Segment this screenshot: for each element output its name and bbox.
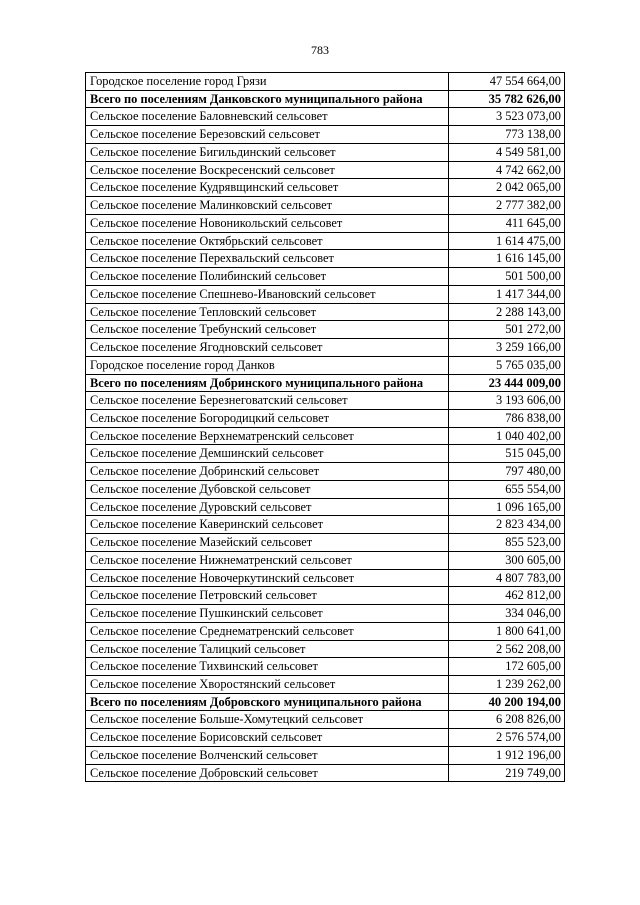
settlement-row [86, 427, 565, 445]
settlement-amount: 773 138,00 [449, 126, 565, 144]
settlement-row [86, 551, 565, 569]
settlement-amount: 5 765 035,00 [449, 356, 565, 374]
settlement-name: Сельское поселение Тепловский сельсовет [86, 303, 449, 321]
settlement-name: Сельское поселение Кудрявщинский сельсовет [86, 179, 449, 197]
settlement-name: Сельское поселение Демшинский сельсовет [86, 445, 449, 463]
settlement-amount: 2 823 434,00 [449, 516, 565, 534]
settlement-row [86, 268, 565, 286]
settlement-row [86, 676, 565, 694]
district-total-row [86, 90, 565, 108]
settlement-amount: 172 605,00 [449, 658, 565, 676]
settlement-amount: 411 645,00 [449, 214, 565, 232]
settlement-amount: 334 046,00 [449, 605, 565, 623]
settlement-amount: 501 500,00 [449, 268, 565, 286]
settlements-table [85, 72, 565, 782]
settlement-name: Всего по поселениям Добринского муниципального района [86, 374, 449, 392]
settlement-name: Сельское поселение Мазейский сельсовет [86, 534, 449, 552]
settlement-amount: 2 576 574,00 [449, 729, 565, 747]
settlement-amount: 4 742 662,00 [449, 161, 565, 179]
settlement-amount: 4 549 581,00 [449, 143, 565, 161]
settlement-name: Сельское поселение Больше-Хомутецкий сельсовет [86, 711, 449, 729]
settlement-name: Сельское поселение Бигильдинский сельсовет [86, 143, 449, 161]
settlement-amount: 1 912 196,00 [449, 746, 565, 764]
settlement-name: Сельское поселение Талицкий сельсовет [86, 640, 449, 658]
settlement-name: Всего по поселениям Добровского муниципального района [86, 693, 449, 711]
district-total-row [86, 693, 565, 711]
settlement-name: Сельское поселение Малинковский сельсовет [86, 197, 449, 215]
settlement-amount: 462 812,00 [449, 587, 565, 605]
settlement-name: Сельское поселение Верхнематренский сельсовет [86, 427, 449, 445]
settlement-amount: 2 042 065,00 [449, 179, 565, 197]
settlement-amount: 2 562 208,00 [449, 640, 565, 658]
settlement-row [86, 605, 565, 623]
settlement-name: Сельское поселение Требунский сельсовет [86, 321, 449, 339]
settlement-name: Сельское поселение Перехвальский сельсовет [86, 250, 449, 268]
settlement-name: Сельское поселение Новочеркутинский сельсовет [86, 569, 449, 587]
settlement-name: Сельское поселение Среднематренский сельсовет [86, 622, 449, 640]
settlement-row [86, 197, 565, 215]
settlement-amount: 1 800 641,00 [449, 622, 565, 640]
settlement-row [86, 587, 565, 605]
settlement-amount: 1 096 165,00 [449, 498, 565, 516]
settlement-name: Городское поселение город Грязи [86, 73, 449, 91]
settlement-name: Сельское поселение Петровский сельсовет [86, 587, 449, 605]
settlement-name: Сельское поселение Спешнево-Ивановский сельсовет [86, 285, 449, 303]
settlement-amount: 655 554,00 [449, 480, 565, 498]
settlements-table-body [86, 73, 565, 782]
settlement-row [86, 285, 565, 303]
settlement-amount: 40 200 194,00 [449, 693, 565, 711]
settlement-amount: 47 554 664,00 [449, 73, 565, 91]
settlement-name: Сельское поселение Ягодновский сельсовет [86, 339, 449, 357]
settlement-amount: 1 614 475,00 [449, 232, 565, 250]
settlement-row [86, 764, 565, 782]
settlement-name: Сельское поселение Добровский сельсовет [86, 764, 449, 782]
settlement-row [86, 516, 565, 534]
settlement-amount: 4 807 783,00 [449, 569, 565, 587]
settlement-amount: 23 444 009,00 [449, 374, 565, 392]
settlement-amount: 1 616 145,00 [449, 250, 565, 268]
settlement-row [86, 73, 565, 91]
settlement-row [86, 729, 565, 747]
settlement-row [86, 303, 565, 321]
settlement-amount: 855 523,00 [449, 534, 565, 552]
settlement-row [86, 214, 565, 232]
settlement-row [86, 746, 565, 764]
settlement-name: Сельское поселение Каверинский сельсовет [86, 516, 449, 534]
district-total-row [86, 374, 565, 392]
settlement-row [86, 409, 565, 427]
settlement-name: Сельское поселение Пушкинский сельсовет [86, 605, 449, 623]
settlement-name: Сельское поселение Нижнематренский сельсовет [86, 551, 449, 569]
settlement-name: Сельское поселение Хворостянский сельсовет [86, 676, 449, 694]
settlement-name: Сельское поселение Борисовский сельсовет [86, 729, 449, 747]
settlement-amount: 2 777 382,00 [449, 197, 565, 215]
settlement-name: Сельское поселение Новоникольский сельсовет [86, 214, 449, 232]
settlement-row [86, 622, 565, 640]
settlement-name: Городское поселение город Данков [86, 356, 449, 374]
page-number: 783 [311, 43, 329, 57]
settlement-row [86, 498, 565, 516]
settlement-name: Сельское поселение Тихвинский сельсовет [86, 658, 449, 676]
settlement-row [86, 569, 565, 587]
settlement-row [86, 658, 565, 676]
settlement-amount: 3 193 606,00 [449, 392, 565, 410]
settlement-row [86, 321, 565, 339]
settlement-amount: 1 239 262,00 [449, 676, 565, 694]
settlement-amount: 797 480,00 [449, 463, 565, 481]
settlement-amount: 515 045,00 [449, 445, 565, 463]
settlement-name: Всего по поселениям Данковского муниципального района [86, 90, 449, 108]
settlement-row [86, 711, 565, 729]
settlement-row [86, 250, 565, 268]
settlement-amount: 501 272,00 [449, 321, 565, 339]
settlement-name: Сельское поселение Воскресенский сельсовет [86, 161, 449, 179]
settlement-name: Сельское поселение Богородицкий сельсовет [86, 409, 449, 427]
settlement-amount: 300 605,00 [449, 551, 565, 569]
settlement-row [86, 108, 565, 126]
settlement-row [86, 126, 565, 144]
settlement-amount: 3 259 166,00 [449, 339, 565, 357]
settlement-amount: 1 417 344,00 [449, 285, 565, 303]
settlement-row [86, 480, 565, 498]
settlement-name: Сельское поселение Волченский сельсовет [86, 746, 449, 764]
settlement-row [86, 356, 565, 374]
settlement-name: Сельское поселение Дубовской сельсовет [86, 480, 449, 498]
settlement-name: Сельское поселение Октябрьский сельсовет [86, 232, 449, 250]
settlement-amount: 786 838,00 [449, 409, 565, 427]
settlement-row [86, 392, 565, 410]
settlement-row [86, 339, 565, 357]
settlement-row [86, 445, 565, 463]
settlement-row [86, 232, 565, 250]
settlement-name: Сельское поселение Полибинский сельсовет [86, 268, 449, 286]
settlement-amount: 219 749,00 [449, 764, 565, 782]
settlement-amount: 1 040 402,00 [449, 427, 565, 445]
settlement-name: Сельское поселение Добринский сельсовет [86, 463, 449, 481]
settlement-name: Сельское поселение Березовский сельсовет [86, 126, 449, 144]
settlement-name: Сельское поселение Березнеговатский сельсовет [86, 392, 449, 410]
settlement-name: Сельское поселение Дуровский сельсовет [86, 498, 449, 516]
settlement-amount: 2 288 143,00 [449, 303, 565, 321]
settlement-amount: 6 208 826,00 [449, 711, 565, 729]
settlement-row [86, 534, 565, 552]
settlement-row [86, 463, 565, 481]
settlement-name: Сельское поселение Баловневский сельсовет [86, 108, 449, 126]
settlement-amount: 3 523 073,00 [449, 108, 565, 126]
settlement-row [86, 161, 565, 179]
settlement-row [86, 143, 565, 161]
settlement-row [86, 640, 565, 658]
settlement-amount: 35 782 626,00 [449, 90, 565, 108]
settlement-row [86, 179, 565, 197]
